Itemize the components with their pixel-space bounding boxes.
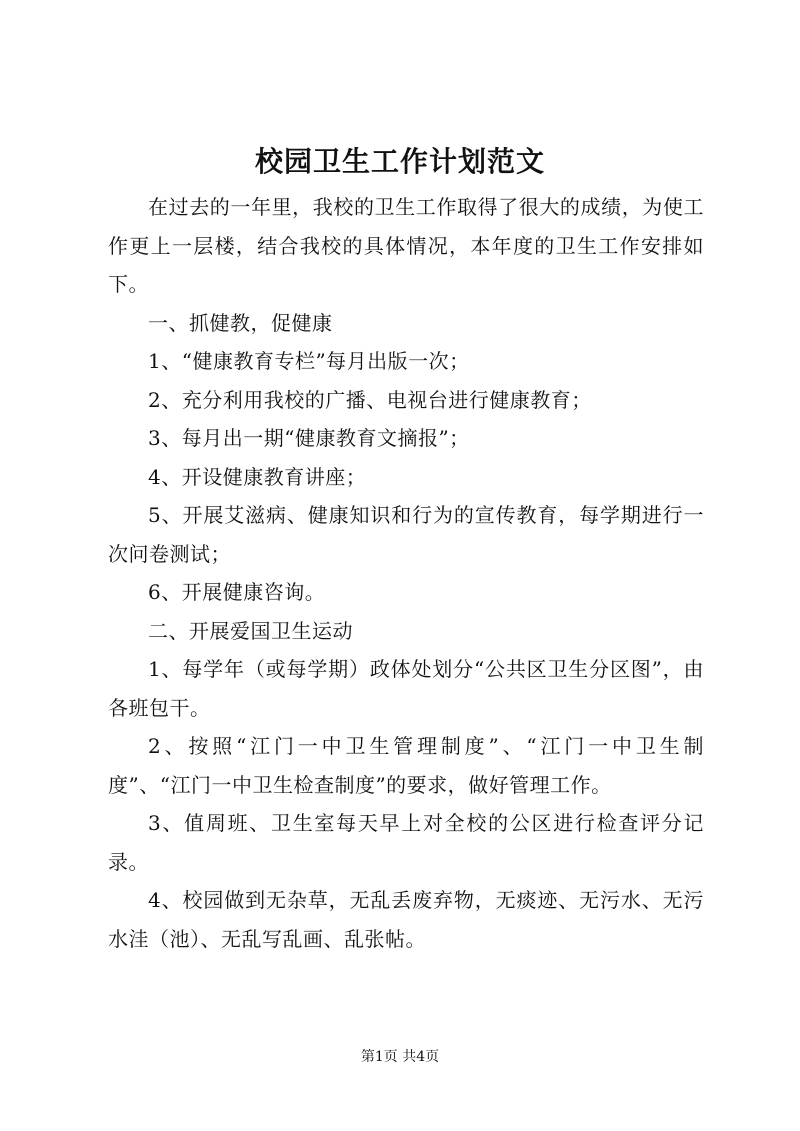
list-item: 1、每学年（或每学期）政体处划分“公共区卫生分区图”，由各班包干。 [108,657,704,720]
list-item: 3、每月出一期“健康教育文摘报”； [148,426,470,450]
list-item: 1、“健康教育专栏”每月出版一次； [148,349,470,373]
section-heading-1: 一、抓健教，促健康 [148,310,333,335]
list-item: 3、值周班、卫生室每天早上对全校的公区进行检查评分记录。 [108,811,704,874]
document-title: 校园卫生工作计划范文 [254,145,545,178]
document-body [108,188,704,958]
list-item: 5、开展艾滋病、健康知识和行为的宣传教育，每学期进行一次问卷测试； [108,503,704,566]
section-heading-2: 二、开展爱国卫生运动 [148,618,353,643]
list-item: 2、按照“江门一中卫生管理制度”、“江门一中卫生制度”、“江门一中卫生检查制度”的要求，做好管理工作。 [108,734,704,797]
list-item: 6、开展健康咨询。 [148,580,326,604]
list-item: 4、开设健康教育讲座； [148,464,367,489]
list-item: 4、校园做到无杂草，无乱丢废弃物，无痰迹、无污水、无污水洼（池）、无乱写乱画、乱张帖。 [108,888,704,951]
page-footer: 第1页 共4页 [360,1049,440,1065]
intro-paragraph: 在过去的一年里，我校的卫生工作取得了很大的成绩，为使工作更上一层楼，结合我校的具体情况，本年度的卫生工作安排如下。 [108,195,704,296]
list-item: 2、充分利用我校的广播、电视台进行健康教育； [148,387,592,412]
